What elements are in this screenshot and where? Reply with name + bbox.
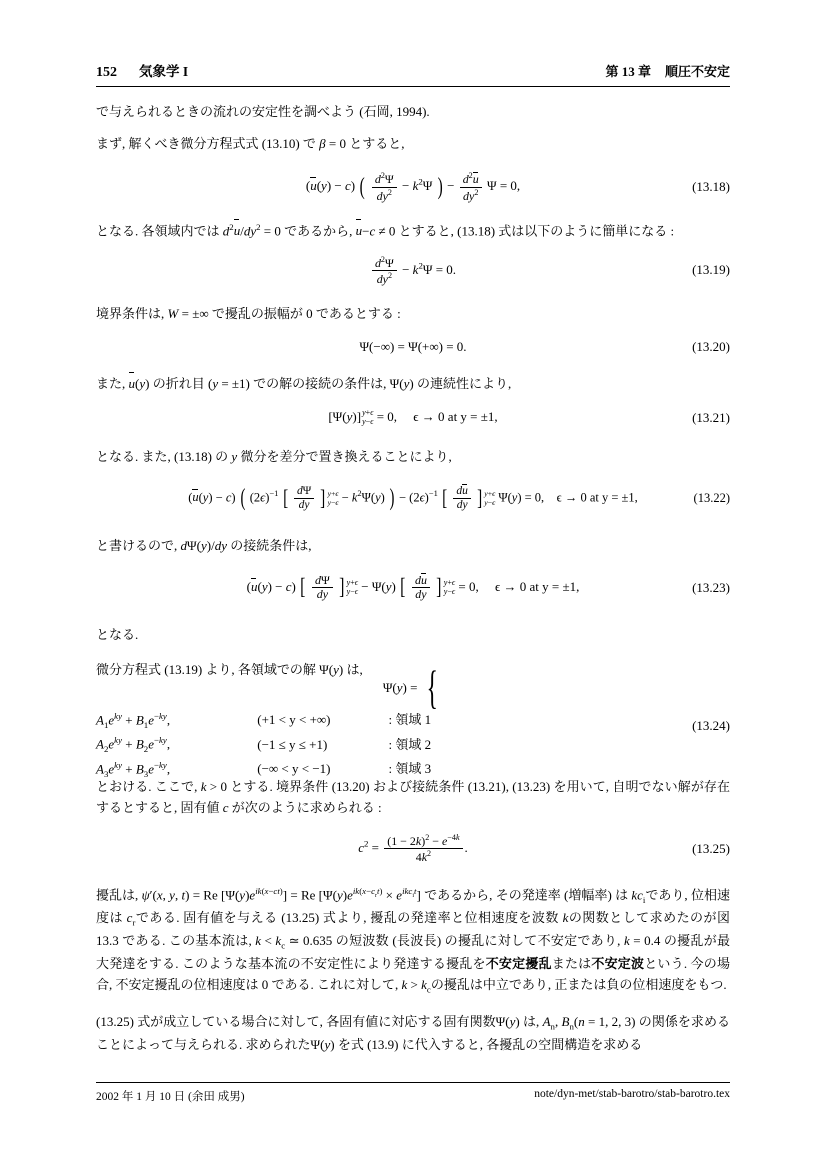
page-header [96,60,730,87]
equation-13-24-number: (13.24) [692,717,730,733]
equation-13-18-body: (u(y) − c) ( $\frac{d^2\Psi}{dy^2}$ − $k^2\Psi$ ) − $\frac{d^2u}{dy^2}$ Ψ = 0, [305,171,521,203]
case-row-3: $A_3e^{ky} + B_3e^{-ky}$, (−∞ < y < −1) : 領域 3 [96,761,431,776]
equation-13-21-number: (13.21) [692,409,730,425]
case-2-label: : 領域 2 [388,736,432,752]
equation-13-23-condition: ϵ → 0 at y = ±1, [494,578,580,594]
footer-source-path: note/dyn-met/stab-barotro/stab-barotro.tex [534,1088,730,1100]
page-footer [96,1082,730,1104]
equation-13-24-body: Ψ(y) = { $A_1e^{ky} + B_1e^{-ky}$, (+1 < y < +∞) : 領域 1 $A_2e^{ky} + B_2e^{-ky}$, (−1 ≤ y ≤ +1) : 領域 2 $A_3e^{ky} + B_3e^{-ky}$, (−∞ < y < −1) : 領域 3 [96,669,730,782]
equation-13-20-number: (13.20) [692,338,730,354]
equation-13-22-condition: ϵ → 0 at y = ±1, [556,490,638,505]
paragraph-solution-regions: 微分方程式 (13.19) より, 各領域での解 Ψ(y) は, [96,661,363,677]
equation-13-20 [96,332,730,362]
equation-13-21 [96,401,730,435]
paragraph-eigenfunction: (13.25) 式が成立している場合に対して, 各固有値に対応する固有関数Ψ(y) は, $A_n$, $B_n(n = 1$, 2, 3) の関係を求めることによって与えられる. 求められたΨ(y) を式 (13.9) に代入すると, 各擾乱の空間構造を求める [96,1013,730,1052]
paragraph-intro: で与えられるときの流れの安定性を調べよう (石岡, 1994). [96,104,430,119]
footer-date: 2002 年 1 月 10 日 (余田 成男) [96,1091,245,1103]
page-content [96,60,730,1055]
equation-13-19 [96,248,730,292]
equation-13-25 [96,825,730,873]
equation-13-18 [96,165,730,209]
paragraph-naru: となる. [96,626,139,642]
paragraph-beta-zero: まず, 解くべき微分方程式式 (13.10) で β = 0 とすると, [96,136,405,152]
paragraph-eigenvalue: とおける. ここで, k > 0 とする. 境界条件 (13.20) および接続条件 (13.21), (13.23) を用いて, 自明でない解が存在するとすると, 固有値 c が次のように求められる : [96,778,730,815]
paragraph-boundary: 境界条件は, W = ±∞ で擾乱の振幅が 0 であるとする : [96,306,401,322]
case-1-condition: (+1 < y < +∞) [257,712,331,728]
case-row-2: $A_2e^{ky} + B_2e^{-ky}$, (−1 ≤ y ≤ +1) : 領域 2 [96,737,431,752]
paragraph-growth-rate: 擾乱は, ψ′(x, y, t) = Re $[\Psi(y)e^{ik(x-ct)}] = Re$ $[\Psi(y)e^{ik(x-c_rt)} \times e^{ikc_it}]$ であるから, その発達率 (増幅率) は $kc_i$であり, 位相速度は $c_r$である. 固有値を与える (13.25) 式より, 擾乱の発達率と位相速度を波数 kの関数として求めたのが図 13.3 である. この基本流は, $k < k_c$ ≃ 0.635 の短波数 (長波長) の擾乱に対して不安定であり, k = 0.4 の擾乱が最大発達をする. このような基本流の不安定性により発達する擾乱を不安定擾乱または不安定波という. 今の場合, 不安定擾乱の位相速度は 0 である. これに対して, $k > k_c$の擾乱は中立であり, 正または負の位相速度をもつ. [96,885,730,995]
chapter-label [605,61,730,80]
page-number: 152 [96,65,117,80]
case-1-label: : 領域 1 [388,712,432,728]
equation-13-19-number: (13.19) [692,262,730,278]
equation-13-23-number: (13.23) [692,579,730,595]
chapter-number: 第 13 章 [605,64,651,79]
paragraph-continuity: また, u(y) の折れ目 (y = ±1) での解の接続の条件は, Ψ(y) の連続性により, [96,373,730,394]
book-title: 気象学 I [139,64,189,79]
equation-13-18-number: (13.18) [692,179,730,195]
equation-13-25-number: (13.25) [692,840,730,856]
paragraph-simplify: となる. 各領域内では $d^2u/dy^2 = 0$ であるから, u−c ≠ 0 とすると, (13.18) 式は以下のように簡単になる : [96,220,730,241]
case-row-1: $A_1e^{ky} + B_1e^{-ky}$, (+1 < y < +∞) : 領域 1 [96,712,431,727]
equation-13-23-body: (u(y) − c) [ $\frac{d\Psi}{dy}$ ] y+ϵ y−ϵ − Ψ(y) [ $\frac{du}{dy}$ ] y+ϵ y−ϵ = 0, ϵ → 0 at y = ±1, [246,572,580,602]
case-3-condition: (−∞ < y < −1) [257,761,331,777]
equation-13-19-body: $\frac{d^2\Psi}{dy^2}$ − $k^2\Psi = 0$. [370,255,456,287]
case-2-condition: (−1 ≤ y ≤ +1) [257,736,328,752]
equation-13-22-body: (u(y) − c) ( $(2\epsilon)^{-1}$ [ $\frac{d\Psi}{dy}$ ] y+ϵ y−ϵ − $k^2\Psi(y)$ ) − $(2\epsilon)^{-1}$ [ $\frac{du}{dy}$ ] y+ϵ y−ϵ Ψ(y) = 0, ϵ → 0 at y = ±1, [188,484,638,512]
chapter-title: 順圧不安定 [664,64,730,79]
equation-13-22-number: (13.22) [693,491,730,506]
equation-13-20-body: Ψ(−∞) = Ψ(+∞) = 0. [359,338,467,354]
paragraph-dpsi-condition: と書けるので, dΨ(y)/dy の接続条件は, [96,537,312,553]
equation-13-23 [96,563,730,613]
equation-13-21-condition: ϵ → 0 at y = ±1, [413,408,498,424]
equation-13-22 [96,474,730,524]
equation-13-21-body: [Ψ(y)] y+ϵ y−ϵ = 0, ϵ → 0 at y = ±1, [328,408,498,426]
paragraph-difference: となる. また, (13.18) の y 微分を差分で置き換えることにより, [96,448,452,464]
equation-13-25-body: $c^2$ = $\frac{(1 - 2k)^2 - e^{-4k}}{4k^2}$ . [358,832,468,865]
case-3-label: : 領域 3 [388,761,432,777]
